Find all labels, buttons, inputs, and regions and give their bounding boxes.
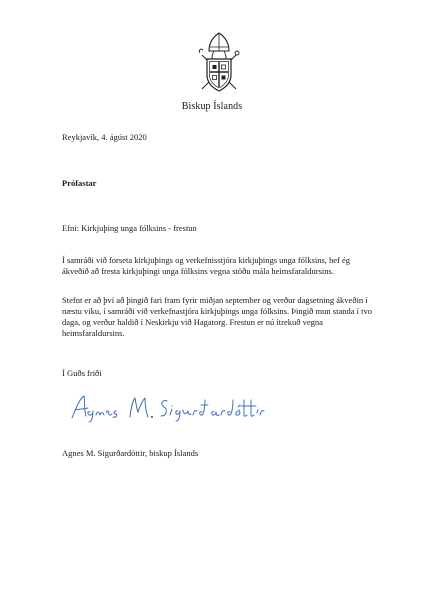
recipient-line: Prófastar xyxy=(62,178,97,188)
place-and-date: Reykjavík, 4. ágúst 2020 xyxy=(62,132,147,142)
body-paragraph-2: Stefnt er að því að þingið fari fram fyrir miðjan september og verður dagsetning ákveðin í næstu viku, í samráði við verkefnastjóra kirkjuþings unga fólksins. Þingið mun standa í tvo daga, og verður haldið í Neskirkju við Hagatorg. Frestun er nú ítrekuð vegna heimsfaraldursins. xyxy=(62,295,372,338)
subject-line: Efni: Kirkjuþing unga fólksins - frestun xyxy=(62,223,197,233)
closing-salutation: Í Guðs friði xyxy=(62,368,102,378)
signer-name-title: Agnes M. Sigurðardóttir, biskup Íslands xyxy=(62,448,199,458)
letterhead-issuer: Biskup Íslands xyxy=(181,101,243,112)
body-paragraph-1: Í samráði við forseta kirkjuþings og verkefnisstjóra kirkjuþings unga fólksins, hef ég ákveðið að fresta kirkjuþingi unga fólksins vegna stöðu mála heimsfaraldursins. xyxy=(62,255,350,276)
handwritten-signature xyxy=(66,388,266,428)
episcopal-crest-logo xyxy=(196,31,242,95)
